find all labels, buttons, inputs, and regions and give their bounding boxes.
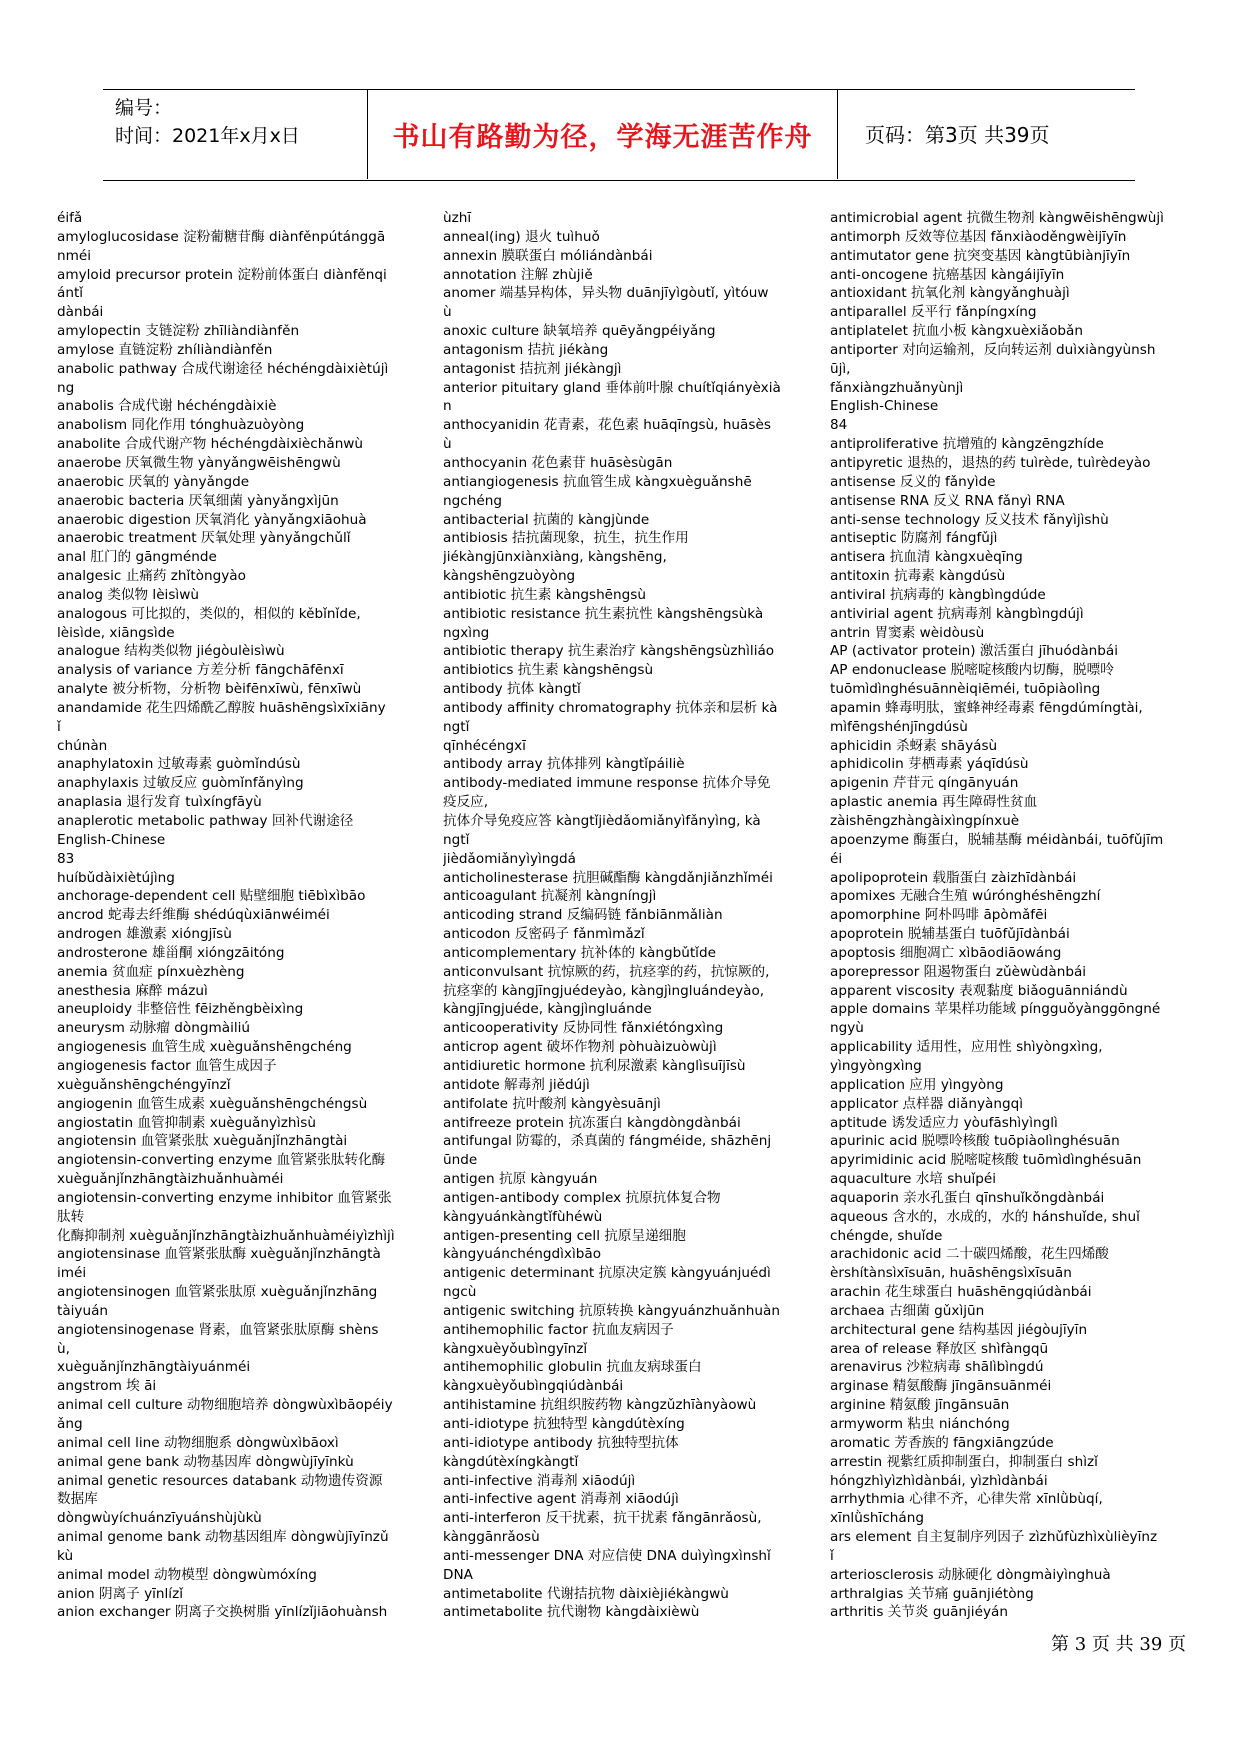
glossary-line: antibiotic 抗生素 kàngshēngsù: [443, 586, 646, 603]
glossary-line: angstrom 埃 āi: [57, 1378, 157, 1395]
glossary-line: antibiotics 抗生素 kàngshēngsù: [443, 662, 654, 679]
glossary-line: antisense 反义的 fǎnyìde: [830, 473, 996, 490]
glossary-line: kàngyuánkàngtǐfùhéwù: [443, 1208, 603, 1225]
glossary-line: antibiotic therapy 抗生素治疗 kàngshēngsùzhìliáo: [443, 643, 775, 660]
glossary-line: ngxìng: [443, 624, 490, 641]
glossary-line: dànbái: [57, 304, 104, 321]
glossary-line: anti-infective 消毒剂 xiāodújì: [443, 1472, 636, 1489]
glossary-line: 83: [57, 850, 75, 867]
glossary-line: antifungal 防霉的，杀真菌的 fángméide, shāzhēnj: [443, 1133, 772, 1150]
glossary-line: anticonvulsant 抗惊厥的药，抗痉挛的药，抗惊厥的,: [443, 963, 770, 980]
glossary-line: analysis of variance 方差分析 fāngchāfēnxī: [57, 662, 344, 679]
glossary-line: antimetabolite 抗代谢物 kàngdàixièwù: [443, 1604, 700, 1621]
glossary-line: arachin 花生球蛋白 huāshēngqiúdànbái: [830, 1284, 1092, 1301]
glossary-line: aptitude 诱发适应力 yòufāshìyìnglì: [830, 1114, 1058, 1131]
glossary-line: animal cell culture 动物细胞培养 dòngwùxìbāopéiy: [57, 1397, 393, 1414]
glossary-line: anticholinesterase 抗胆碱酯酶 kàngdǎnjiǎnzhǐméi: [443, 869, 773, 886]
glossary-line: anabolism 同化作用 tónghuàzuòyòng: [57, 417, 305, 434]
glossary-line: anal 肛门的 gāngménde: [57, 549, 217, 566]
glossary-line: amyloglucosidase 淀粉葡糖苷酶 diànfěnpútánggā: [57, 228, 386, 245]
glossary-line: ngyù: [830, 1020, 864, 1037]
glossary-line: angiotensin-converting enzyme 血管紧张肽转化酶: [57, 1152, 386, 1169]
glossary-line: anti-messenger DNA 对应信使 DNA duìyìngxìnshǐ: [443, 1547, 771, 1564]
glossary-line: angiotensinase 血管紧张肽酶 xuèguǎnjǐnzhāngtà: [57, 1246, 381, 1263]
glossary-line: anti-idiotype antibody 抗独特型抗体: [443, 1434, 679, 1451]
glossary-line: amylopectin 支链淀粉 zhīliàndiànfěn: [57, 323, 300, 340]
glossary-line: ù: [443, 304, 452, 321]
glossary-line: anticomplementary 抗补体的 kàngbǔtǐde: [443, 944, 716, 961]
glossary-line: angiogenesis factor 血管生成因子: [57, 1057, 277, 1074]
glossary-line: tuōmìdìnghésuānnèiqiēméi, tuōpiàolìng: [830, 681, 1101, 698]
header-meta: [115, 94, 300, 150]
glossary-line: androsterone 雄甾酮 xióngzāitóng: [57, 944, 285, 961]
glossary-line: kànggānrǎosù: [443, 1529, 540, 1546]
glossary-line: amyloid precursor protein 淀粉前体蛋白 diànfěnqi: [57, 266, 387, 283]
glossary-line: amylose 直链淀粉 zhíliàndiànfěn: [57, 341, 273, 358]
glossary-line: apoenzyme 酶蛋白，脱辅基酶 méidànbái, tuōfǔjīm: [830, 831, 1164, 848]
glossary-line: aphidicolin 芽栖毒素 yáqīdúsù: [830, 756, 1029, 773]
glossary-line: antigen 抗原 kàngyuán: [443, 1171, 598, 1188]
glossary-line: analogous 可比拟的，类似的，相似的 kěbǐnǐde,: [57, 605, 361, 622]
glossary-line: 84: [830, 417, 848, 434]
glossary-line: arenavirus 沙粒病毒 shālìbìngdú: [830, 1359, 1044, 1376]
glossary-line: aquaculture 水培 shuǐpéi: [830, 1171, 997, 1188]
glossary-line: archaea 古细菌 gǔxìjūn: [830, 1302, 985, 1319]
page-header: [103, 89, 1135, 181]
glossary-line: nméi: [57, 247, 91, 264]
glossary-line: animal gene bank 动物基因库 dòngwùjīyīnkù: [57, 1453, 354, 1470]
glossary-line: ngtǐ: [443, 831, 470, 848]
glossary-line: analgesic 止痛药 zhǐtòngyào: [57, 568, 246, 585]
glossary-line: analog 类似物 lèisìwù: [57, 586, 199, 603]
glossary-line: angiogenesis 血管生成 xuèguǎnshēngchéng: [57, 1039, 352, 1056]
glossary-line: antiproliferative 抗增殖的 kàngzēngzhíde: [830, 436, 1104, 453]
glossary-line: antiplatelet 抗血小板 kàngxuèxiǎobǎn: [830, 323, 1084, 340]
glossary-line: antihemophilic globulin 抗血友病球蛋白: [443, 1359, 702, 1376]
glossary-line: ù,: [57, 1340, 70, 1357]
glossary-line: anneal(ing) 退火 tuìhuǒ: [443, 228, 600, 245]
glossary-line: xuèguǎnjǐnzhāngtàizhuǎnhuàméi: [57, 1171, 284, 1188]
glossary-line: antibiotic resistance 抗生素抗性 kàngshēngsùkà: [443, 605, 764, 622]
glossary-line: antitoxin 抗毒素 kàngdúsù: [830, 568, 1006, 585]
glossary-line: area of release 释放区 shìfàngqū: [830, 1340, 1049, 1357]
glossary-line: apamin 蜂毒明肽，蜜蜂神经毒素 fēngdúmíngtài,: [830, 699, 1143, 716]
glossary-line: ūjì,: [830, 360, 851, 377]
glossary-line: antigenic switching 抗原转换 kàngyuánzhuǎnhuàn: [443, 1302, 780, 1319]
glossary-line: antibody 抗体 kàngtǐ: [443, 681, 581, 698]
glossary-line: antiviral 抗病毒的 kàngbìngdúde: [830, 586, 1046, 603]
glossary-line: ng: [57, 379, 75, 396]
glossary-line: anchorage-dependent cell 贴壁细胞 tiēbìxìbāo: [57, 888, 366, 905]
glossary-line: arthralgias 关节痛 guānjiétòng: [830, 1585, 1034, 1602]
glossary-line: ancrod 蛇毒去纤维酶 shédúqùxiānwéiméi: [57, 907, 330, 924]
glossary-line: apurinic acid 脱嘌呤核酸 tuōpiàolìnghésuān: [830, 1133, 1120, 1150]
glossary-line: iméi: [57, 1265, 87, 1282]
glossary-line: xīnlǜshīcháng: [830, 1510, 924, 1527]
glossary-line: anaphylatoxin 过敏毒素 guòmǐndúsù: [57, 756, 301, 773]
glossary-line: anticoding strand 反编码链 fǎnbiānmǎliàn: [443, 907, 723, 924]
glossary-line: arrhythmia 心律不齐，心律失常 xīnlǜbùqí,: [830, 1491, 1103, 1508]
glossary-line: antigen-presenting cell 抗原呈递细胞: [443, 1227, 686, 1244]
glossary-line: ngchéng: [443, 492, 502, 509]
glossary-line: applicability 适用性，应用性 shìyòngxìng,: [830, 1039, 1103, 1056]
glossary-line: kàngxuèyǒubìngyīnzǐ: [443, 1340, 588, 1357]
glossary-line: anoxic culture 缺氧培养 quēyǎngpéiyǎng: [443, 323, 716, 340]
glossary-body: [57, 209, 1193, 1629]
glossary-line: antigenic determinant 抗原决定簇 kàngyuánjuédì: [443, 1265, 771, 1282]
glossary-line: 抗痉挛的 kàngjīngjuédeyào, kàngjìngluándeyào,: [443, 982, 765, 999]
glossary-line: arthritis 关节炎 guānjiéyán: [830, 1604, 1008, 1621]
glossary-line: arginine 精氨酸 jīngānsuān: [830, 1397, 1010, 1414]
header-page-number: 页码：第3页 共39页: [865, 123, 1050, 147]
glossary-line: fǎnxiàngzhuǎnyùnjì: [830, 379, 964, 396]
glossary-line: antiporter 对向运输剂，反向转运剂 duìxiàngyùnsh: [830, 341, 1156, 358]
glossary-line: application 应用 yìngyòng: [830, 1076, 1004, 1093]
glossary-line: animal cell line 动物细胞系 dòngwùxìbāoxì: [57, 1434, 339, 1451]
glossary-line: antimorph 反效等位基因 fǎnxiàoděngwèijīyīn: [830, 228, 1127, 245]
glossary-line: zàishēngzhàngàixìngpínxuè: [830, 813, 1020, 829]
glossary-line: 肽转: [57, 1208, 85, 1225]
glossary-line: animal genome bank 动物基因组库 dòngwùjīyīnzǔ: [57, 1529, 389, 1546]
glossary-line: chúnàn: [57, 737, 108, 754]
glossary-line: apyrimidinic acid 脱嘧啶核酸 tuōmìdìnghésuān: [830, 1152, 1142, 1169]
glossary-line: antibiosis 拮抗菌现象，抗生，抗生作用: [443, 530, 689, 547]
glossary-line: anaphylaxis 过敏反应 guòmǐnfǎnyìng: [57, 775, 304, 792]
glossary-line: antihemophilic factor 抗血友病因子: [443, 1321, 674, 1338]
glossary-line: anaerobic bacteria 厌氧细菌 yànyǎngxìjūn: [57, 492, 339, 509]
glossary-line: apomixes 无融合生殖 wúrónghéshēngzhí: [830, 888, 1101, 905]
glossary-line: arrestin 视紫红质抑制蛋白，抑制蛋白 shìzǐ: [830, 1453, 1098, 1470]
glossary-line: arteriosclerosis 动脉硬化 dòngmàiyìnghuà: [830, 1566, 1111, 1583]
glossary-line: éifǎ: [57, 210, 83, 226]
glossary-line: kàngjīngjuéde, kàngjìngluánde: [443, 1001, 652, 1018]
glossary-line: applicator 点样器 diǎnyàngqì: [830, 1095, 1023, 1112]
glossary-line: antiangiogenesis 抗血管生成 kàngxuèguǎnshē: [443, 473, 752, 490]
glossary-line: anticoagulant 抗凝剂 kàngníngjì: [443, 888, 657, 905]
glossary-line: antidiuretic hormone 抗利尿激素 kànglìsuījīsù: [443, 1057, 746, 1074]
glossary-line: anomer 端基异构体，异头物 duānjīyìgòutǐ, yìtóuw: [443, 285, 769, 302]
glossary-line: ǐ: [57, 718, 61, 735]
glossary-line: anticrop agent 破坏作物剂 pòhuàizuòwùjì: [443, 1039, 717, 1056]
glossary-line: huíbǔdàixiètújìng: [57, 869, 175, 886]
glossary-line: arginase 精氨酸酶 jīngānsuānméi: [830, 1378, 1052, 1395]
glossary-line: ǎng: [57, 1416, 83, 1432]
glossary-line: ǐ: [830, 1547, 834, 1564]
glossary-line: analogue 结构类似物 jiégòulèisìwù: [57, 643, 285, 660]
glossary-line: anthocyanidin 花青素，花色素 huāqīngsù, huāsès: [443, 417, 771, 434]
glossary-line: ngtǐ: [443, 718, 470, 735]
glossary-line: antimutator gene 抗突变基因 kàngtūbiànjīyīn: [830, 247, 1131, 264]
glossary-line: anabolite 合成代谢产物 héchéngdàixièchǎnwù: [57, 436, 364, 453]
glossary-line: androgen 雄激素 xióngjīsù: [57, 926, 232, 943]
glossary-line: antimicrobial agent 抗微生物剂 kàngwēishēngwùjì: [830, 210, 1164, 226]
glossary-line: arachidonic acid 二十碳四烯酸，花生四烯酸: [830, 1246, 1109, 1263]
glossary-line: anthocyanin 花色素苷 huāsèsùgān: [443, 454, 673, 471]
glossary-line: antihistamine 抗组织胺药物 kàngzǔzhīànyàowù: [443, 1397, 757, 1414]
time-label: 时间：2021年x月x日: [115, 125, 300, 147]
glossary-line: antifreeze protein 抗冻蛋白 kàngdòngdànbái: [443, 1114, 741, 1131]
glossary-line: anaerobe 厌氧微生物 yànyǎngwēishēngwù: [57, 454, 341, 471]
glossary-line: anti-oncogene 抗癌基因 kàngáijīyīn: [830, 266, 1065, 283]
glossary-line: 疫反应,: [443, 794, 489, 811]
glossary-line: aneuploidy 非整倍性 fēizhěngbèixìng: [57, 1001, 304, 1018]
glossary-line: hóngzhìyìzhìdànbái, yìzhìdànbái: [830, 1472, 1048, 1489]
glossary-line: xuèguǎnjǐnzhāngtàiyuánméi: [57, 1359, 251, 1376]
glossary-line: 数据库: [57, 1491, 98, 1508]
glossary-line: antibacterial 抗菌的 kàngjùnde: [443, 511, 650, 528]
glossary-line: ngcù: [443, 1284, 477, 1301]
glossary-line: apoptosis 细胞凋亡 xìbāodiāowáng: [830, 944, 1062, 961]
glossary-line: antivirial agent 抗病毒剂 kàngbìngdújì: [830, 605, 1084, 622]
glossary-line: English-Chinese: [57, 831, 166, 848]
glossary-line: angiotensinogen 血管紧张肽原 xuèguǎnjǐnzhāng: [57, 1284, 378, 1301]
glossary-line: aporepressor 阻遏物蛋白 zǔèwùdànbái: [830, 963, 1087, 980]
glossary-line: qīnhécéngxī: [443, 737, 526, 754]
glossary-line: xuèguǎnshēngchéngyīnzǐ: [57, 1076, 231, 1093]
glossary-line: aquaporin 亲水孔蛋白 qīnshuǐkǒngdànbái: [830, 1189, 1105, 1206]
glossary-column-1: [57, 209, 419, 1622]
glossary-line: lèisìde, xiāngsìde: [57, 624, 175, 641]
glossary-line: antagonism 拮抗 jiékàng: [443, 341, 609, 358]
glossary-line: anti-idiotype 抗独特型 kàngdútèxíng: [443, 1416, 685, 1432]
glossary-line: kàngyuánchéngdìxìbāo: [443, 1246, 602, 1263]
glossary-line: tàiyuán: [57, 1302, 109, 1319]
glossary-line: ars element 自主复制序列因子 zìzhǔfùzhìxùlièyīnz: [830, 1529, 1158, 1546]
glossary-line: antibody array 抗体排列 kàngtǐpáiliè: [443, 756, 685, 773]
glossary-line: anti-sense technology 反义技术 fǎnyìjìshù: [830, 511, 1109, 528]
glossary-line: yìngyòngxìng: [830, 1057, 922, 1074]
glossary-line: angiotensinogenase 肾素，血管紧张肽原酶 shèns: [57, 1321, 379, 1338]
glossary-line: anaplasia 退行发育 tuìxíngfāyù: [57, 794, 262, 811]
glossary-line: antisense RNA 反义 RNA fǎnyì RNA: [830, 492, 1065, 509]
glossary-line: animal model 动物模型 dòngwùmóxíng: [57, 1566, 317, 1583]
glossary-line: aromatic 芳香族的 fāngxiāngzúde: [830, 1434, 1054, 1451]
glossary-line: apolipoprotein 载脂蛋白 zàizhīdànbái: [830, 869, 1077, 886]
glossary-line: anaerobic treatment 厌氧处理 yànyǎngchǔlǐ: [57, 530, 351, 547]
glossary-line: aplastic anemia 再生障碍性贫血: [830, 794, 1038, 811]
glossary-line: anion exchanger 阴离子交换树脂 yīnlízǐjiāohuànsh: [57, 1604, 388, 1621]
glossary-line: anti-interferon 反干扰素，抗干扰素 fǎngānrǎosù,: [443, 1510, 762, 1527]
glossary-line: kàngdútèxíngkàngtǐ: [443, 1453, 579, 1470]
glossary-line: éi: [830, 850, 843, 867]
glossary-line: chéngde, shuǐde: [830, 1227, 943, 1244]
glossary-line: antibody-mediated immune response 抗体介导免: [443, 775, 771, 792]
glossary-line: aqueous 含水的，水成的，水的 hánshuǐde, shuǐ: [830, 1208, 1140, 1225]
glossary-line: kù: [57, 1547, 74, 1564]
glossary-line: animal genetic resources databank 动物遗传资源: [57, 1472, 383, 1489]
glossary-line: apparent viscosity 表观黏度 biǎoguānniándù: [830, 982, 1128, 999]
glossary-line: antifolate 抗叶酸剂 kàngyèsuānjì: [443, 1095, 661, 1112]
glossary-line: anti-infective agent 消毒剂 xiāodújì: [443, 1491, 679, 1508]
glossary-line: 化酶抑制剂 xuèguǎnjǐnzhāngtàizhuǎnhuàméiyìzhìjì: [57, 1227, 395, 1244]
glossary-line: aneurysm 动脉瘤 dòngmàiliú: [57, 1020, 251, 1037]
glossary-line: anemia 贫血症 pínxuèzhèng: [57, 963, 245, 980]
glossary-line: analyte 被分析物，分析物 bèifēnxīwù, fēnxīwù: [57, 681, 362, 698]
glossary-line: mìfēngshénjīngdúsù: [830, 718, 968, 735]
glossary-line: èrshítànsìxīsuān, huāshēngsìxīsuān: [830, 1265, 1072, 1282]
glossary-line: apoprotein 脱辅基蛋白 tuōfǔjīdànbái: [830, 926, 1070, 943]
glossary-line: antagonist 拮抗剂 jiékàngjì: [443, 360, 622, 377]
glossary-line: kàngshēngzuòyòng: [443, 568, 576, 585]
glossary-line: angiotensin 血管紧张肽 xuèguǎnjǐnzhāngtài: [57, 1133, 348, 1150]
glossary-line: DNA: [443, 1566, 473, 1583]
glossary-line: aphicidin 杀蚜素 shāyásù: [830, 737, 998, 754]
glossary-line: angiogenin 血管生成素 xuèguǎnshēngchéngsù: [57, 1095, 368, 1112]
glossary-line: apomorphine 阿朴吗啡 āpòmǎfēi: [830, 907, 1048, 924]
glossary-line: antrin 胃窦素 wèidòusù: [830, 624, 985, 641]
glossary-line: anterior pituitary gland 垂体前叶腺 chuítǐqiányèxià: [443, 379, 781, 396]
glossary-line: n: [443, 398, 452, 415]
glossary-line: antimetabolite 代谢拮抗物 dàixièjiékàngwù: [443, 1585, 729, 1602]
glossary-line: antisera 抗血清 kàngxuèqīng: [830, 549, 1023, 566]
glossary-line: armyworm 粘虫 niánchóng: [830, 1416, 1010, 1432]
glossary-line: anabolis 合成代谢 héchéngdàixiè: [57, 398, 277, 415]
glossary-line: angiotensin-converting enzyme inhibitor 血管紧张: [57, 1189, 392, 1206]
glossary-line: anion 阴离子 yīnlízǐ: [57, 1585, 183, 1602]
glossary-line: apple domains 苹果样功能域 píngguǒyànggōngné: [830, 1001, 1161, 1018]
glossary-line: antibody affinity chromatography 抗体亲和层析 kà: [443, 699, 778, 716]
glossary-line: apigenin 芹苷元 qíngānyuán: [830, 775, 1019, 792]
glossary-line: anticodon 反密码子 fǎnmìmǎzǐ: [443, 926, 645, 943]
glossary-line: dòngwùyíchuánzīyuánshùjùkù: [57, 1510, 262, 1527]
glossary-line: anabolic pathway 合成代谢途径 héchéngdàixiètújì: [57, 360, 389, 377]
glossary-line: anaerobic digestion 厌氧消化 yànyǎngxiāohuà: [57, 511, 367, 528]
glossary-line: antidote 解毒剂 jiědújì: [443, 1076, 590, 1093]
glossary-line: ùzhī: [443, 210, 472, 226]
glossary-line: ántǐ: [57, 285, 84, 302]
glossary-line: angiostatin 血管抑制素 xuèguǎnyìzhìsù: [57, 1114, 317, 1131]
glossary-line: antioxidant 抗氧化剂 kàngyǎnghuàjì: [830, 285, 1070, 302]
glossary-line: annotation 注解 zhùjiě: [443, 266, 593, 283]
header-motto: 书山有路勤为径，学海无涯苦作舟: [367, 90, 838, 179]
glossary-line: jiékàngjūnxiànxiàng, kàngshēng,: [443, 549, 667, 566]
glossary-line: anaplerotic metabolic pathway 回补代谢途径: [57, 813, 354, 829]
glossary-line: AP (activator protein) 激活蛋白 jīhuódànbái: [830, 643, 1119, 660]
glossary-line: ù: [443, 436, 452, 453]
glossary-line: anandamide 花生四烯酰乙醇胺 huāshēngsìxīxiāny: [57, 699, 386, 716]
glossary-line: jièdǎomiǎnyìyìngdá: [443, 850, 577, 867]
glossary-line: architectural gene 结构基因 jiégòujīyīn: [830, 1321, 1088, 1338]
glossary-line: English-Chinese: [830, 398, 939, 415]
glossary-line: kàngxuèyǒubìngqiúdànbái: [443, 1378, 624, 1395]
glossary-line: antigen-antibody complex 抗原抗体复合物: [443, 1189, 721, 1206]
glossary-line: ūnde: [443, 1152, 478, 1169]
glossary-line: anticooperativity 反协同性 fǎnxiétóngxìng: [443, 1020, 724, 1037]
glossary-line: AP endonuclease 脱嘧啶核酸内切酶，脱嘌呤: [830, 662, 1114, 679]
glossary-line: anesthesia 麻醉 mázuì: [57, 982, 208, 999]
serial-number-label: 编号：: [115, 97, 173, 119]
glossary-line: antiparallel 反平行 fǎnpíngxíng: [830, 304, 1037, 321]
glossary-line: anaerobic 厌氧的 yànyǎngde: [57, 473, 250, 490]
page-footer: 第 3 页 共 39 页: [1051, 1634, 1186, 1655]
glossary-line: antiseptic 防腐剂 fángfǔjì: [830, 530, 998, 547]
glossary-column-2: [443, 209, 805, 1622]
glossary-column-3: [830, 209, 1192, 1622]
glossary-line: annexin 膜联蛋白 móliándànbái: [443, 247, 653, 264]
glossary-line: 抗体介导免疫应答 kàngtǐjièdǎomiǎnyìfǎnyìng, kà: [443, 813, 761, 829]
glossary-line: antipyretic 退热的，退热的药 tuìrède, tuìrèdeyào: [830, 454, 1151, 471]
